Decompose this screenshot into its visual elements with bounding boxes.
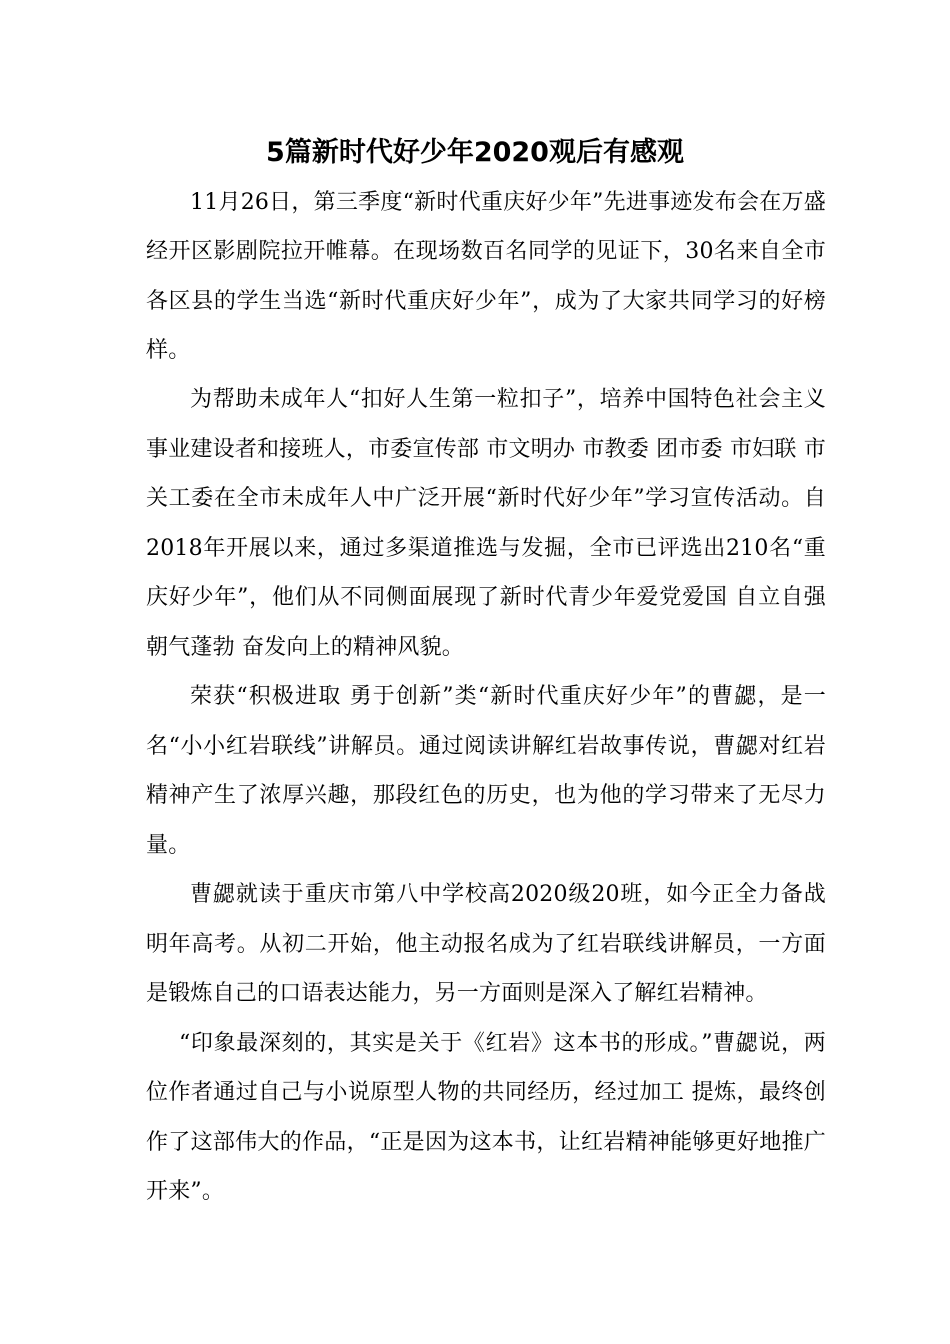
paragraph-1: 11月26日，第三季度“新时代重庆好少年”先进事迹发布会在万盛经开区影剧院拉开帷幕。在现场数百名同学的见证下，30名来自全市各区县的学生当选“新时代重庆好少年”，成为了大家共同学习的好榜样。 bbox=[146, 190, 826, 363]
document-body bbox=[146, 178, 826, 1217]
paragraph-4: 曹勰就读于重庆市第八中学校高2020级20班，如今正全力备战明年高考。从初二开始，他主动报名成为了红岩联线讲解员，一方面是锻炼自己的口语表达能力，另一方面则是深入了解红岩精神。 bbox=[146, 882, 826, 1007]
document-title: 5篇新时代好少年2020观后有感观 bbox=[266, 137, 684, 168]
paragraph-2: 为帮助未成年人“扣好人生第一粒扣子”，培养中国特色社会主义事业建设者和接班人，市委宣传部 市文明办 市教委 团市委 市妇联 市关工委在全市未成年人中广泛开展“新时代好少年”学习宣传活动。自2018年开展以来，通过多渠道推选与发掘，全市已评选出210名“重庆好少年”，他们从不同侧面展现了新时代青少年爱党爱国 自立自强 朝气蓬勃 奋发向上的精神风貌。 bbox=[146, 387, 826, 660]
paragraph-5: “印象最深刻的，其实是关于《红岩》这本书的形成。”曹勰说，两位作者通过自己与小说原型人物的共同经历，经过加工 提炼，最终创作了这部伟大的作品，“正是因为这本书，让红岩精神能够更好地推广开来”。 bbox=[146, 1030, 826, 1205]
paragraph-3: 荣获“积极进取 勇于创新”类“新时代重庆好少年”的曹勰，是一名“小小红岩联线”讲解员。通过阅读讲解红岩故事传说，曹勰对红岩精神产生了浓厚兴趣，那段红色的历史，也为他的学习带来了无尽力量。 bbox=[146, 684, 826, 858]
